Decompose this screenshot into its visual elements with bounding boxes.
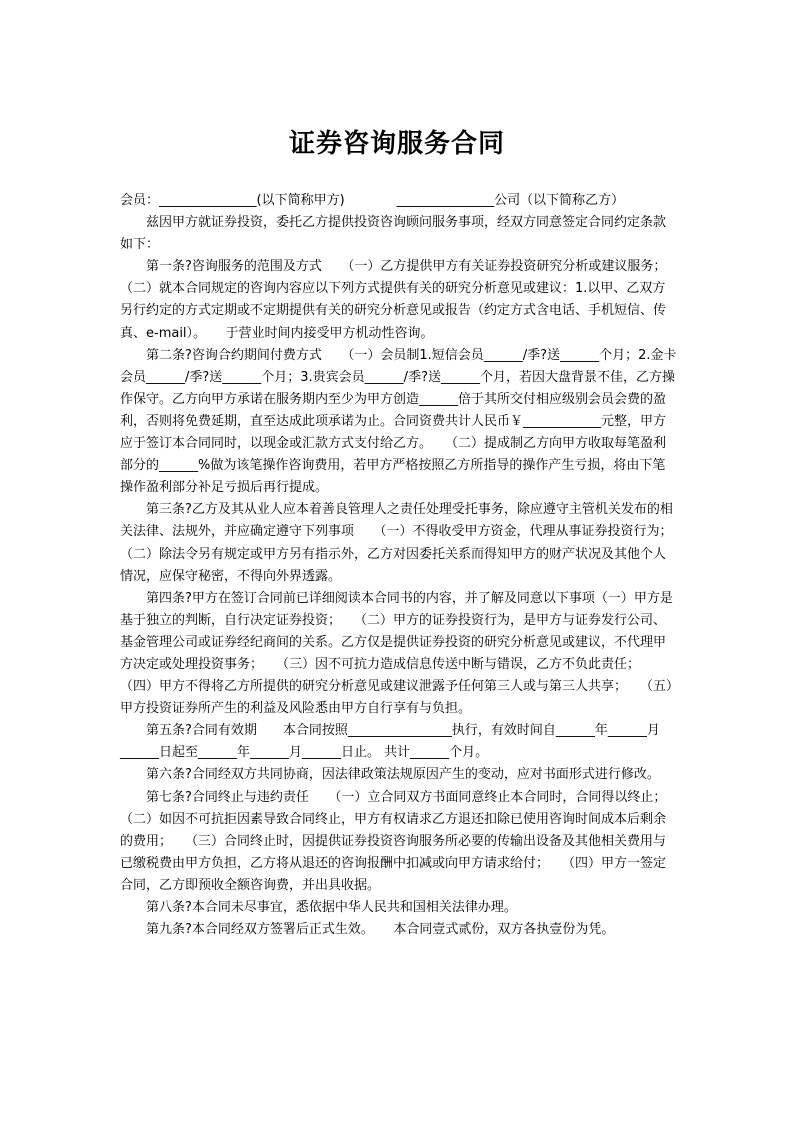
article-6: 第六条?合同经双方共同协商，因法律政策法规原因产生的变动，应对书面形式进行修改。 (146, 767, 660, 783)
preamble: 兹因甲方就证券投资，委托乙方提供投资咨询顾问服务事项，经双方同意签定合同约定条款如下： (120, 215, 667, 253)
article-9: 第九条?本合同经双方签署后正式生效。 本合同壹式贰份，双方各执壹份为凭。 (146, 922, 615, 938)
article-8: 第八条?本合同未尽事宜，悉依据中华人民共和国相关法律办理。 (146, 900, 517, 915)
parties-line: 会员：_______________(以下简称甲方) _______________公司（以下简称乙方） (120, 193, 625, 208)
article-3: 第三条?乙方及其从业人应本着善良管理人之责任处理受托事务，除应遵守主管机关发布的相关法律、法规外，并应确定遵守下列事项 （一）不得收受甲方资金，代理从事证券投资行为； （二）除法令另有规定或甲方另有指示外，乙方对因委托关系而得知甲方的财产状况及其他个人情况，应保守秘密，不得向外界透露。 (120, 502, 693, 584)
article-5: 第五条?合同有效期 本合同按照________________执行，有效时间自______年______月______日起至______年______月______日止。 共计______个月。 (120, 723, 660, 761)
contract-body (120, 190, 693, 941)
article-1: 第一条?咨询服务的范围及方式 （一）乙方提供甲方有关证券投资研究分析或建议服务； （二）就本合同规定的咨询内容应以下列方式提供有关的研究分析意见或建议：1.以甲、乙双方另行约定的方式定期或不定期提供有关的研究分析意见或报告（约定方式含电话、手机短信、传真、e-mail）。 于营业时间内接受甲方机动性咨询。 (120, 259, 686, 341)
article-2: 第二条?咨询合约期间付费方式 （一）会员制1.短信会员______/季?送______个月；2.金卡会员______/季?送______个月；3.贵宾会员______/季?送______个月，若因大盘背景不佳，乙方操作保守。乙方向甲方承诺在服务期内至少为甲方创造______倍于其所交付相应级别会员会费的盈利，否则将免费延期，直至达成此项承诺为止。合同资费共计人民币￥____________元整，甲方应于签订本合同同时，以现金或汇款方式支付给乙方。 （二）提成制乙方向甲方收取每笔盈利部分的______%做为该笔操作咨询费用，若甲方严格按照乙方所指导的操作产生亏损，将由下笔操作盈利部分补足亏损后再行提成。 (120, 347, 677, 496)
article-7: 第七条?合同终止与违约责任 （一）立合同双方书面同意终止本合同时，合同得以终止； （二）如因不可抗拒因素导致合同终止，甲方有权请求乙方退还扣除已使用咨询时间成本后剩余的费用； （三）合同终止时，因提供证券投资咨询服务所必要的传输出设备及其他相关费用与已缴税费由甲方负担，乙方将从退还的咨询报酬中扣减或向甲方请求给付； （四）甲方一签定合同，乙方即预收全额咨询费，并出具收据。 (120, 789, 686, 893)
document-title: 证券咨询服务合同 (288, 129, 505, 159)
article-4: 第四条?甲方在签订合同前已详细阅读本合同书的内容，并了解及同意以下事项（一）甲方是基于独立的判断，自行决定证券投资； （二）甲方的证券投资行为，是甲方与证券发行公司、基金管理公司或证券经纪商间的关系。乙方仅是提供证券投资的研究分析意见或建议，不代理甲方决定或处理投资事务； （三）因不可抗力造成信息传送中断与错误，乙方不负此责任； （四）甲方不得将乙方所提供的研究分析意见或建议泄露予任何第三人或与第三人共享； （五）甲方投资证券所产生的利益及风险悉由甲方自行享有与负担。 (120, 590, 673, 717)
